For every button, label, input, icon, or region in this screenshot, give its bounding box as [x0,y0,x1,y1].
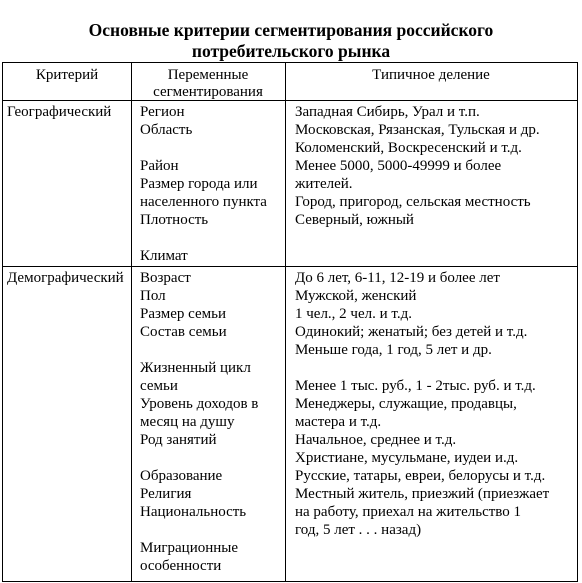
value: Московская, Рязанская, Тульская и др. [295,122,540,138]
variable: Климат [140,248,188,264]
criterion-demographic: Демографический [7,270,124,286]
variable [140,139,267,157]
variable: месяц на душу [140,414,235,430]
variable [140,341,258,359]
value: Меньше года, 1 год, 5 лет и др. [295,342,492,358]
value: мастера и т.д. [295,414,382,430]
variable: Состав семьи [140,324,227,340]
variable [140,449,258,467]
value: Русские, татары, евреи, белорусы и т.д. [295,468,546,484]
variable [140,521,258,539]
value: на работу, приехал на жительство 1 [295,504,522,520]
variable: особенности [140,558,222,574]
value: жителей. [295,176,353,192]
document-title [0,20,582,62]
variable: Пол [140,288,166,304]
value: Одинокий; женатый; без детей и т.д. [295,324,528,340]
row-divider [3,266,577,267]
variable: Национальность [140,504,247,520]
variable: Род занятий [140,432,217,448]
variable: Уровень доходов в [140,396,259,412]
demo-variables [140,269,258,575]
header-variables-line-2: сегментирования [153,84,263,100]
value: 1 чел., 2 чел. и т.д. [295,306,412,322]
variable: населенного пункта [140,194,267,210]
title-line-2: потребительского рынка [191,41,391,61]
value: Менее 1 тыс. руб., 1 - 2тыс. руб. и т.д. [295,378,536,394]
value: год, 5 лет . . . назад) [295,522,422,538]
variable: Жизненный цикл [140,360,251,376]
value: Менеджеры, служащие, продавцы, [295,396,517,412]
value: Местный житель, приезжий (приезжает [295,486,550,502]
title-line-1: Основные критерии сегментирования российского [88,20,494,40]
variable: Плотность [140,212,209,228]
column-divider [285,63,286,581]
value: Город, пригород, сельская местность [295,194,531,210]
geo-variables [140,103,267,265]
value: Мужской, женский [295,288,417,304]
header-divider [3,100,577,101]
demo-values [295,269,549,539]
variable: Возраст [140,270,191,286]
variable: Регион [140,104,185,120]
value: Менее 5000, 5000-49999 и более [295,158,502,174]
header-typical-division: Типичное деление [372,67,490,83]
value [295,359,549,377]
value: Западная Сибирь, Урал и т.п. [295,104,480,120]
variable: Размер города или [140,176,258,192]
segmentation-table [2,62,578,582]
header-variables-line-1: Переменные [167,67,249,83]
variable: Район [140,158,179,174]
variable: Размер семьи [140,306,226,322]
value: Коломенский, Воскресенский и т.д. [295,140,522,156]
variable: Религия [140,486,192,502]
value: До 6 лет, 6-11, 12-19 и более лет [295,270,500,286]
value: Христиане, мусульмане, иудеи и.д. [295,450,519,466]
variable: Миграционные [140,540,239,556]
variable: Образование [140,468,223,484]
header-criterion: Критерий [35,67,99,83]
column-divider [131,63,132,581]
variable: Область [140,122,193,138]
geo-values [295,103,540,229]
value: Северный, южный [295,212,414,228]
criterion-geographic: Географический [7,104,112,120]
variable [140,229,267,247]
value: Начальное, среднее и т.д. [295,432,457,448]
variable: семьи [140,378,178,394]
